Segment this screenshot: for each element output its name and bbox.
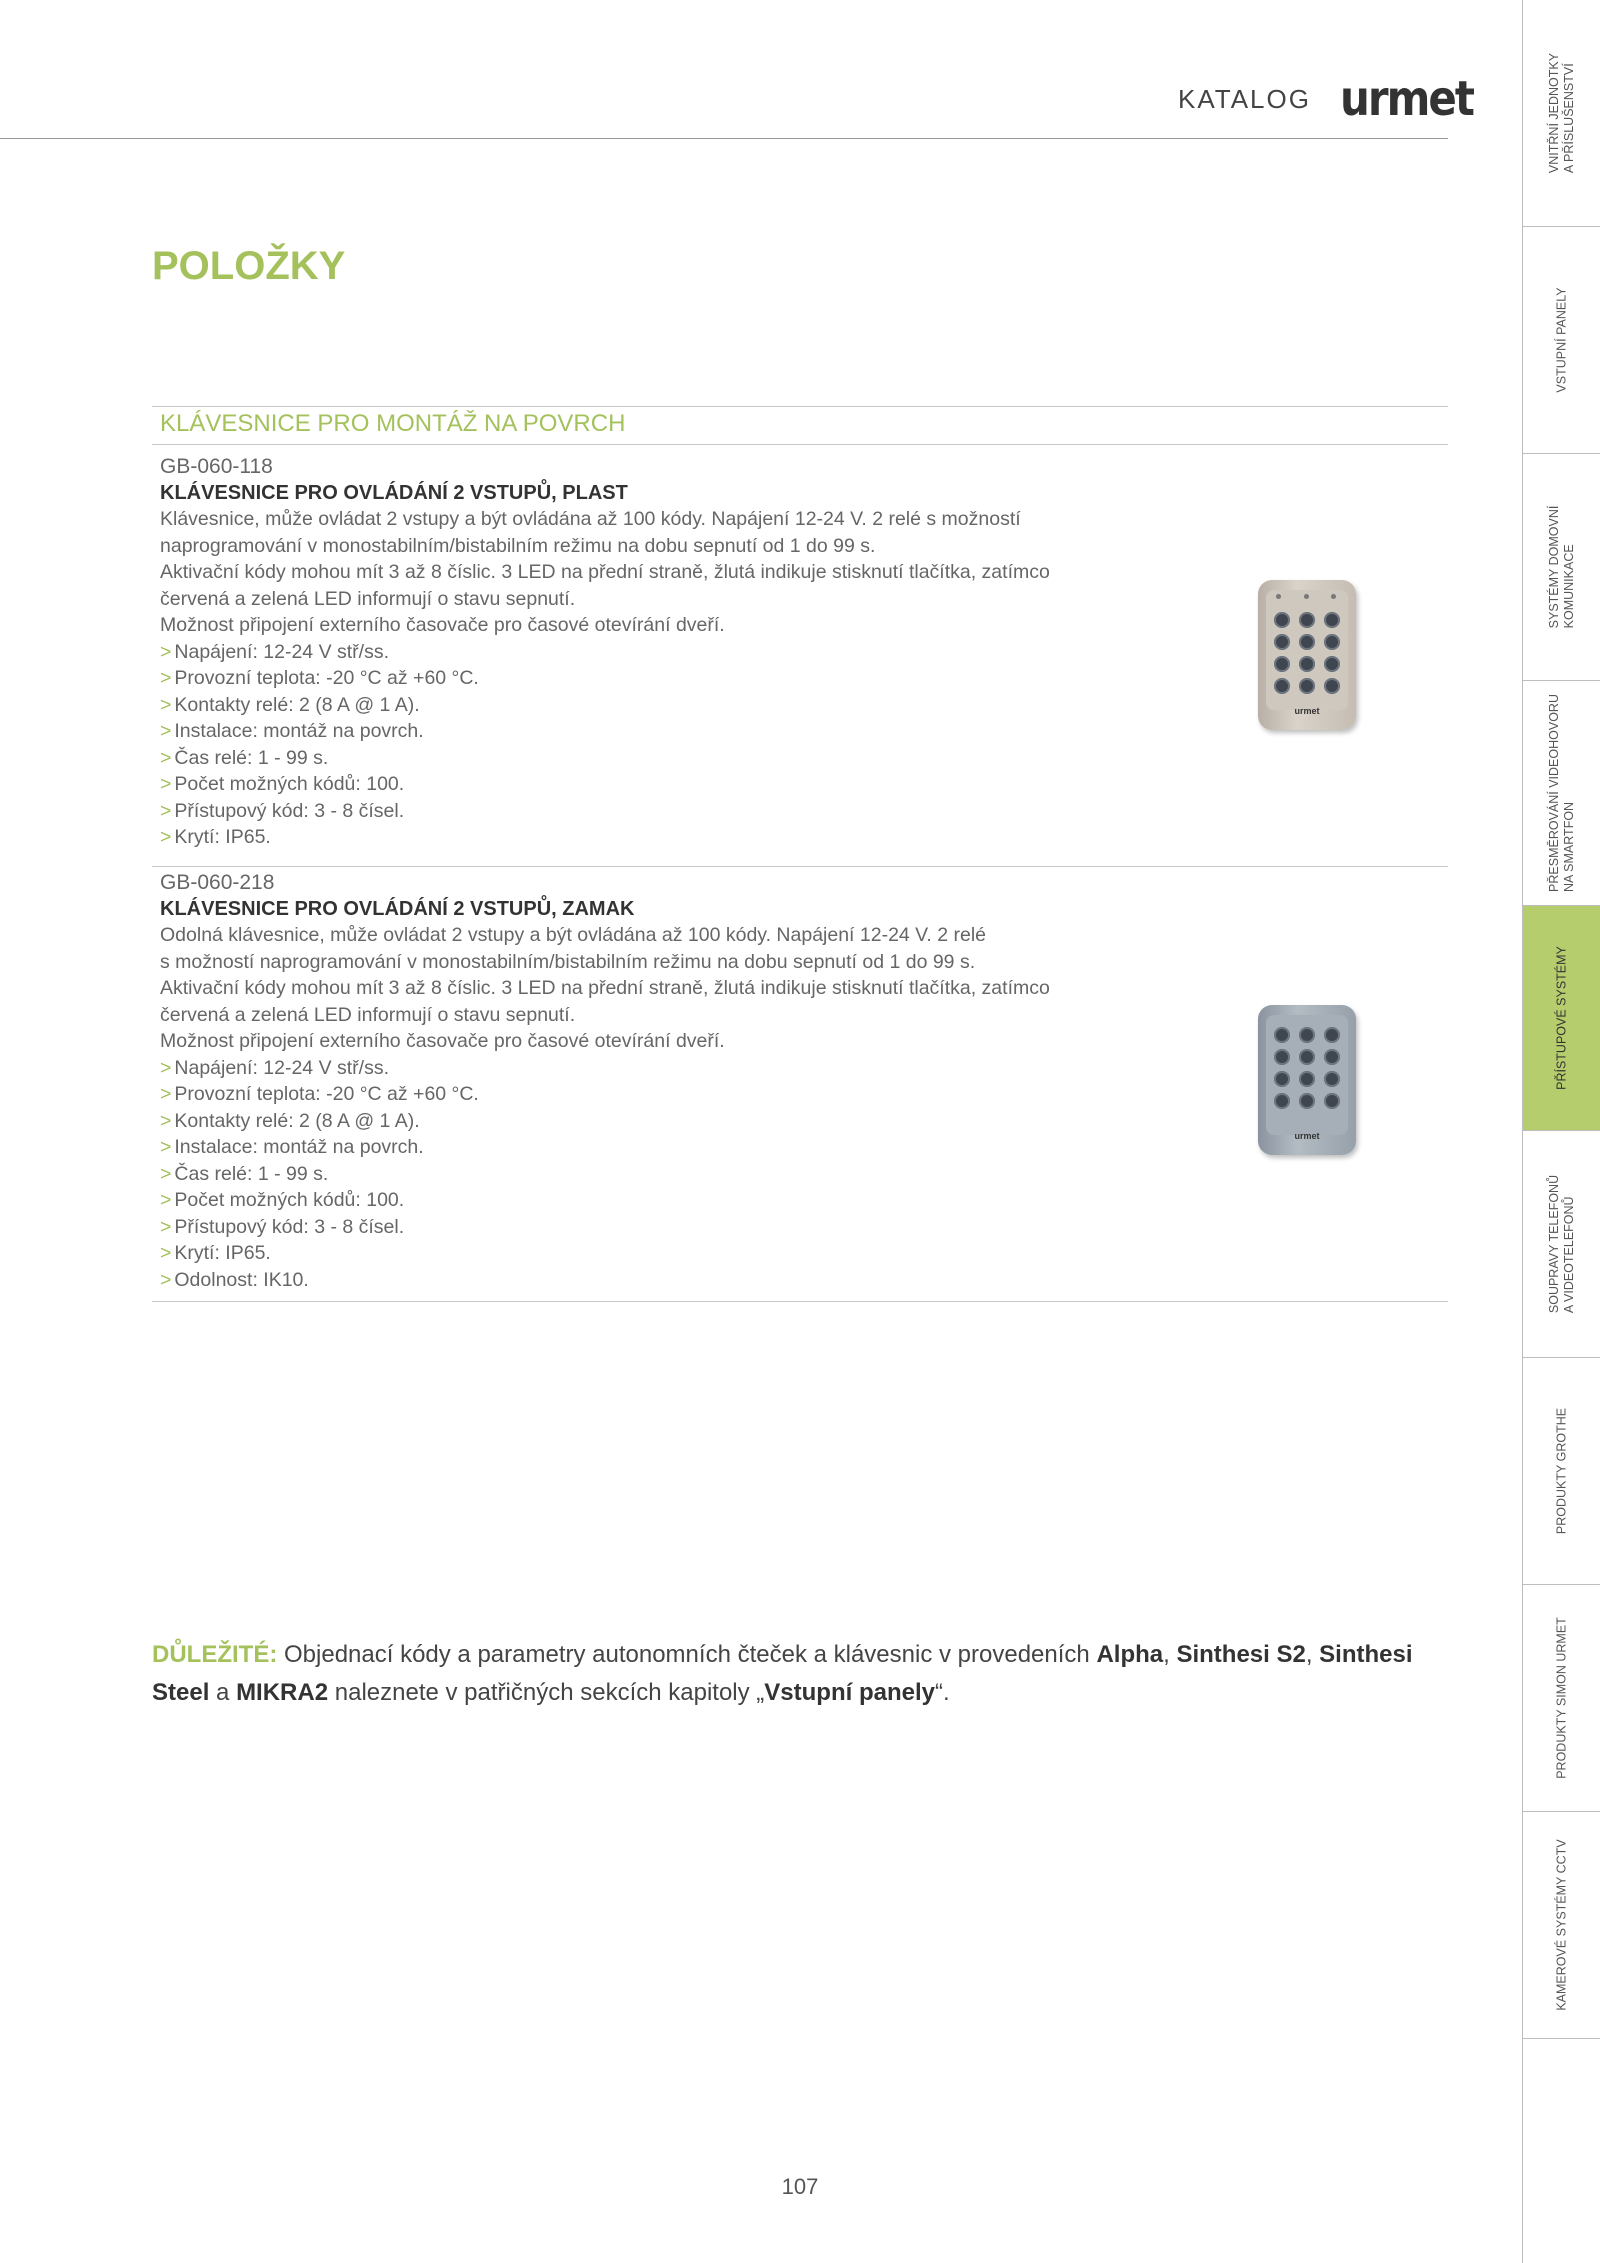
description-line: Klávesnice, může ovládat 2 vstupy a být ovládána až 100 kódy. Napájení 12-24 V. 2 relé s možností: [160, 508, 1021, 530]
tab-soupravy-telefonu[interactable]: SOUPRAVY TELEFONŮ A VIDEOTELEFONŮ: [1523, 1131, 1600, 1358]
description-line: naprogramování v monostabilním/bistabilním režimu na dobu sepnutí od 1 do 99 s.: [160, 534, 876, 557]
arrow-icon: >: [160, 667, 172, 689]
header-divider: [0, 138, 1448, 139]
tab-systemy-domovni-komunikace[interactable]: SYSTÉMY DOMOVNÍ KOMUNIKACE: [1523, 454, 1600, 681]
description-line: Možnost připojení externího časovače pro časové otevírání dveří.: [160, 614, 725, 636]
arrow-icon: >: [160, 1242, 172, 1264]
arrow-icon: >: [160, 693, 172, 716]
product-code: GB-060-118: [160, 455, 273, 478]
section-bottom-rule: [152, 444, 1448, 445]
tab-kamerove-systemy-cctv[interactable]: KAMEROVÉ SYSTÉMY CCTV: [1523, 1812, 1600, 2039]
spec-item: > Instalace: montáž na povrch.: [160, 1136, 424, 1158]
arrow-icon: >: [160, 1056, 172, 1079]
arrow-icon: >: [160, 773, 172, 795]
product-gb-060-218: [160, 870, 1160, 1293]
arrow-icon: >: [160, 640, 172, 663]
spec-item: > Krytí: IP65.: [160, 826, 271, 848]
keypad-brand-label: urmet: [1294, 1131, 1320, 1141]
important-label: DŮLEŽITÉ:: [152, 1641, 278, 1668]
keypad-plastic-image: [1258, 580, 1356, 730]
product-name: KLÁVESNICE PRO OVLÁDÁNÍ 2 VSTUPŮ, ZAMAK: [160, 898, 635, 920]
arrow-icon: >: [160, 1162, 172, 1185]
product-description: [160, 922, 1160, 1055]
urmet-logo: urmet: [1340, 70, 1473, 127]
chapter-sidebar: [1522, 0, 1600, 2263]
description-line: červená a zelená LED informují o stavu sepnutí.: [160, 1003, 576, 1026]
catalog-label: KATALOG: [1178, 84, 1311, 114]
spec-item: > Provozní teplota: -20 °C až +60 °C.: [160, 667, 479, 689]
arrow-icon: >: [160, 1136, 172, 1158]
spec-item: > Počet možných kódů: 100.: [160, 773, 405, 795]
arrow-icon: >: [160, 746, 172, 769]
arrow-icon: >: [160, 1215, 172, 1238]
spec-item: > Kontakty relé: 2 (8 A @ 1 A).: [160, 1109, 420, 1132]
section-title: KLÁVESNICE PRO MONTÁŽ NA POVRCH: [160, 410, 626, 437]
spec-item: > Provozní teplota: -20 °C až +60 °C.: [160, 1083, 479, 1105]
spec-list: [160, 1055, 1160, 1294]
tab-vstupni-panely[interactable]: VSTUPNÍ PANELY: [1523, 227, 1600, 454]
tab-vnitrni-jednotky[interactable]: VNITŘNÍ JEDNOTKY A PŘÍSLUŠENSTVÍ: [1523, 0, 1600, 227]
spec-item: > Odolnost: IK10.: [160, 1268, 309, 1291]
description-line: Aktivační kódy mohou mít 3 až 8 číslic. 3 LED na přední straně, žlutá indikuje stisknutí tlačítka, zatímco: [160, 561, 1050, 583]
arrow-icon: >: [160, 1109, 172, 1132]
description-line: červená a zelená LED informují o stavu sepnutí.: [160, 587, 576, 610]
arrow-icon: >: [160, 799, 172, 822]
product-gb-060-118: [160, 454, 1160, 851]
arrow-icon: >: [160, 1083, 172, 1105]
page-title: POLOŽKY: [152, 244, 346, 288]
spec-item: > Počet možných kódů: 100.: [160, 1189, 405, 1211]
description-line: Odolná klávesnice, může ovládat 2 vstupy a být ovládána až 100 kódy. Napájení 12-24 V. 2 relé: [160, 924, 987, 946]
tab-produkty-simon-urmet[interactable]: PRODUKTY SIMON URMET: [1523, 1585, 1600, 1812]
spec-item: > Čas relé: 1 - 99 s.: [160, 746, 329, 769]
arrow-icon: >: [160, 826, 172, 848]
arrow-icon: >: [160, 1189, 172, 1211]
keypad-brand-label: urmet: [1294, 706, 1320, 716]
arrow-icon: >: [160, 720, 172, 742]
spec-item: > Instalace: montáž na povrch.: [160, 720, 424, 742]
section-top-rule: [152, 406, 1448, 407]
important-note: DŮLEŽITÉ: Objednací kódy a parametry autonomních čteček a klávesnic v provedeních Alpha, Sinthesi S2, Sinthesi Steel a MIKRA2 naleznete v patřičných sekcích kapitoly „Vstupní panely“.: [152, 1641, 1413, 1706]
description-line: Možnost připojení externího časovače pro časové otevírání dveří.: [160, 1030, 725, 1052]
spec-item: > Kontakty relé: 2 (8 A @ 1 A).: [160, 693, 420, 716]
spec-item: > Napájení: 12-24 V stř/ss.: [160, 640, 389, 663]
tab-pristupove-systemy[interactable]: PŘÍSTUPOVÉ SYSTÉMY: [1523, 906, 1600, 1131]
spec-item: > Krytí: IP65.: [160, 1242, 271, 1264]
spec-item: > Čas relé: 1 - 99 s.: [160, 1162, 329, 1185]
product-name: KLÁVESNICE PRO OVLÁDÁNÍ 2 VSTUPŮ, PLAST: [160, 482, 628, 504]
product-description: [160, 506, 1160, 639]
spec-item: > Přístupový kód: 3 - 8 čísel.: [160, 799, 405, 822]
product-divider: [152, 866, 1448, 867]
tab-presmerovani-videohovoru[interactable]: PŘESMĚROVÁNÍ VIDEOHOVORU NA SMARTFON: [1523, 681, 1600, 906]
spec-item: > Přístupový kód: 3 - 8 čísel.: [160, 1215, 405, 1238]
keypad-zamak-image: [1258, 1005, 1356, 1155]
arrow-icon: >: [160, 1268, 172, 1291]
spec-item: > Napájení: 12-24 V stř/ss.: [160, 1056, 389, 1079]
description-line: Aktivační kódy mohou mít 3 až 8 číslic. 3 LED na přední straně, žlutá indikuje stisknutí tlačítka, zatímco: [160, 977, 1050, 999]
description-line: s možností naprogramování v monostabilním/bistabilním režimu na dobu sepnutí od 1 do 99 s.: [160, 950, 976, 973]
page-number: 107: [781, 2174, 819, 2199]
product-code: GB-060-218: [160, 871, 275, 894]
spec-list: [160, 639, 1160, 851]
tab-produkty-grothe[interactable]: PRODUKTY GROTHE: [1523, 1358, 1600, 1585]
section-end-rule: [152, 1301, 1448, 1302]
